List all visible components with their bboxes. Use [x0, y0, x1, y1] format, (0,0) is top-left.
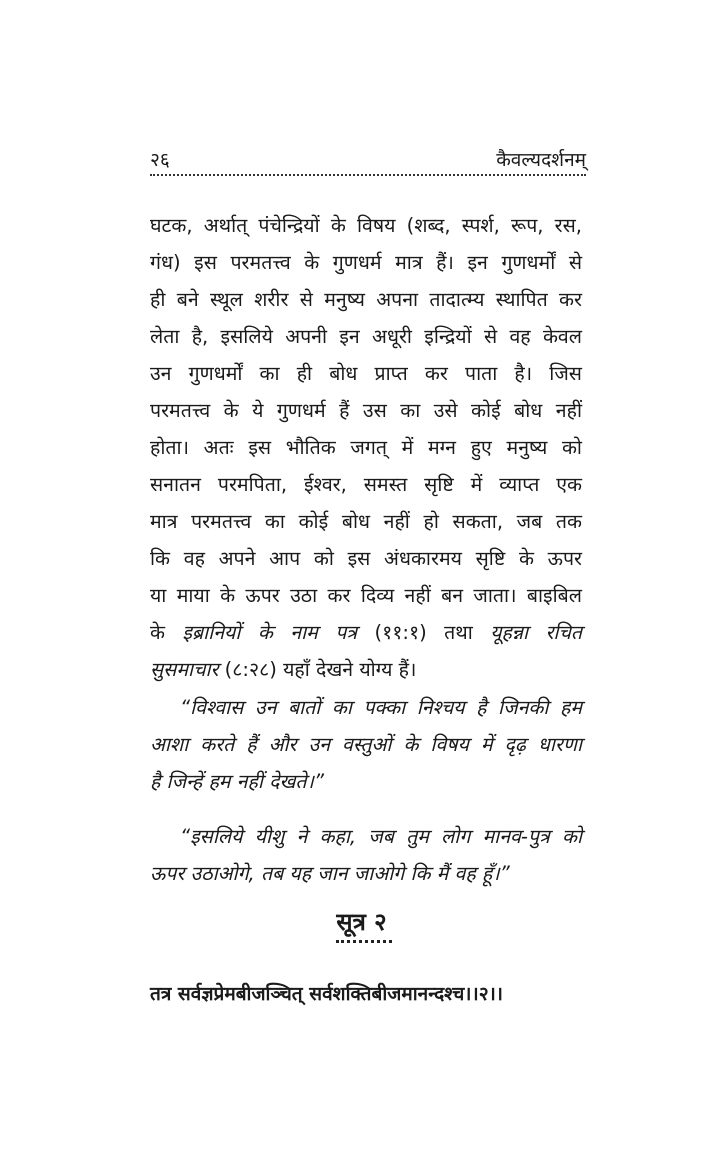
- text-fragment: (८:२८) यहाँ देखने योग्य हैं।: [218, 658, 417, 681]
- book-reference: सुसमाचार: [150, 658, 219, 681]
- text-fragment: के: [150, 621, 183, 644]
- text-line: मात्र परमतत्त्व का कोई बोध नहीं हो सकता, जब तक: [150, 510, 582, 533]
- body-paragraph: [150, 207, 582, 688]
- quote-hebrews: [150, 689, 582, 800]
- book-reference: इब्रानियों के नाम पत्र: [182, 621, 358, 644]
- text-line: उन गुणधर्मों का ही बोध प्राप्त कर पाता है। जिस: [150, 362, 582, 385]
- page-number: २६: [150, 149, 170, 171]
- reference-line: [150, 651, 582, 688]
- quote-john: [150, 818, 582, 892]
- quote-line: ऊपर उठाओगे, तब यह जान जाओगे कि मैं वह हूँ।”: [150, 862, 510, 885]
- text-line: घटक, अर्थात् पंचेन्द्रियों के विषय (शब्द, स्पर्श, रूप, रस,: [150, 214, 582, 237]
- text-line: परमतत्त्व के ये गुणधर्म हैं उस का उसे कोई बोध नहीं: [150, 399, 582, 422]
- text-line: कि वह अपने आप को इस अंधकारमय सृष्टि के ऊपर: [150, 547, 582, 570]
- page-header: [150, 138, 586, 176]
- text-fragment: (११:१) तथा: [357, 621, 491, 644]
- sutra-heading: सूत्र २: [336, 908, 387, 936]
- text-line: लेता है, इसलिये अपनी इन अधूरी इन्द्रियों से वह केवल: [150, 325, 582, 348]
- text-line: या माया के ऊपर उठा कर दिव्य नहीं बन जाता। बाइबिल: [150, 584, 582, 607]
- text-line: सनातन परमपिता, ईश्वर, समस्त सृष्टि में व्याप्त एक: [150, 473, 582, 496]
- quote-line: आशा करते हैं और उन वस्तुओं के विषय में दृढ़ धारणा: [150, 733, 582, 756]
- text-line: ही बने स्थूल शरीर से मनुष्य अपना तादात्म्य स्थापित कर: [150, 288, 582, 311]
- quote-line: “इसलिये यीशु ने कहा, जब तुम लोग मानव-पुत्र को: [180, 825, 582, 848]
- book-reference: यूहन्ना रचित: [490, 621, 582, 644]
- sutra-verse: तत्र सर्वज्ञप्रेमबीजञ्चित् सर्वशक्तिबीजमानन्दश्च।।२।।: [150, 983, 503, 1005]
- text-line: होता। अतः इस भौतिक जगत् में मग्न हुए मनुष्य को: [150, 436, 582, 459]
- quote-line: है जिन्हें हम नहीं देखते।”: [150, 770, 325, 793]
- text-line: गंध) इस परमतत्त्व के गुणधर्म मात्र हैं। इन गुणधर्मों से: [150, 251, 582, 274]
- reference-line: [150, 614, 582, 651]
- heading-underline: [336, 940, 392, 943]
- running-title: कैवल्यदर्शनम्: [496, 149, 586, 171]
- quote-line: “विश्वास उन बातों का पक्का निश्चय है जिनकी हम: [180, 696, 582, 719]
